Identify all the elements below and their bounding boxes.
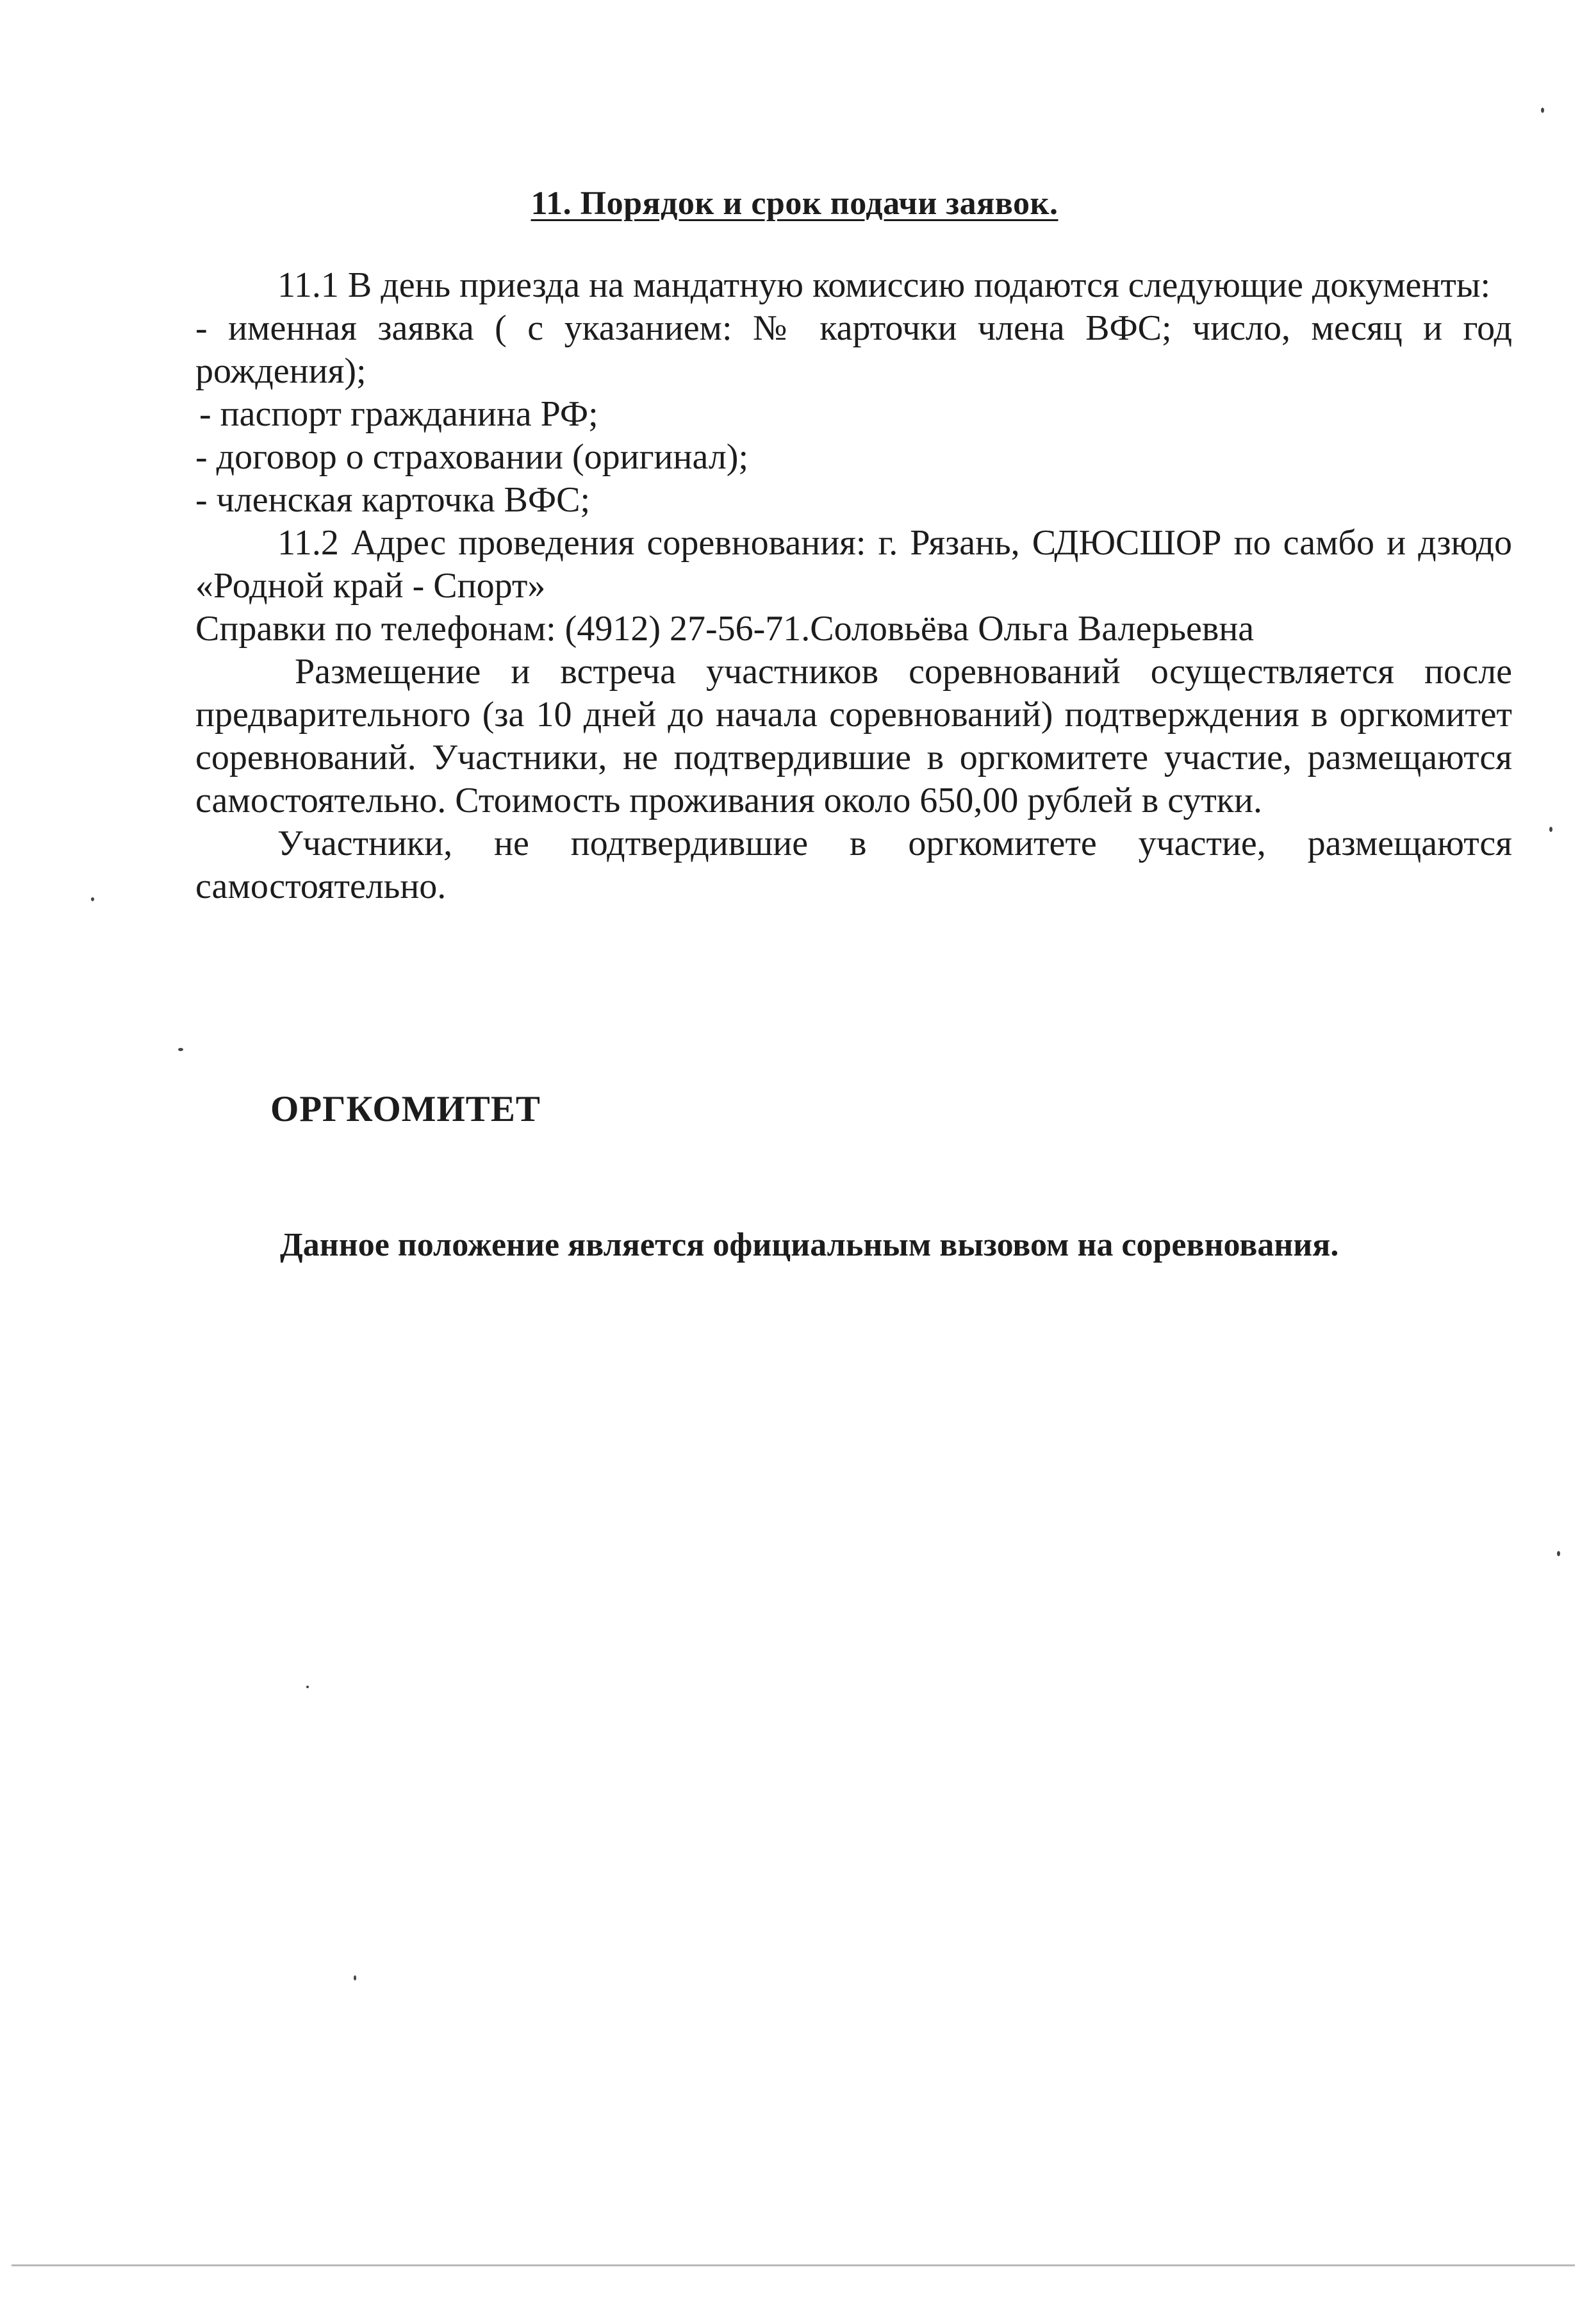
paragraph-11-1: 11.1 В день приезда на мандатную комиссию подаются следующие документы: (277, 265, 1491, 305)
list-item-membership-card: - членская карточка ВФС; (195, 480, 591, 520)
scan-speck (91, 897, 94, 901)
contacts-line: Справки по телефонам: (4912) 27-56-71.Соловьёва Ольга Валерьевна (195, 609, 1255, 649)
scan-edge-line (12, 2264, 1575, 2266)
final-statement: Данное положение является официальным вызовом на соревнования. (280, 1227, 1339, 1263)
scan-speck (306, 1686, 309, 1688)
scan-speck (354, 1975, 356, 1980)
scan-speck (1549, 827, 1552, 832)
scan-speck (178, 1048, 183, 1051)
scan-speck (1557, 1551, 1560, 1556)
document-body (195, 264, 1512, 908)
scan-speck (1541, 108, 1544, 113)
paragraph-11-2: 11.2 Адрес проведения соревнования: г. Рязань, СДЮСШОР по самбо и дзюдо «Родной край - Спорт» (195, 523, 1512, 606)
list-item-application: - именная заявка ( с указанием: № карточки члена ВФС; число, месяц и год рождения); (195, 308, 1512, 391)
list-item-insurance: - договор о страховании (оригинал); (195, 437, 748, 477)
section-title: 11. Порядок и срок подачи заявок. (531, 185, 1058, 222)
accommodation-paragraph: Размещение и встреча участников соревнований осуществляется после предварительного (за 10 дней до начала соревнований) подтверждения в оргкомитет соревнований. Участники, не подтвердившие в оргкомитете участие, размещаются самостоятельно. Стоимость проживания около 650,00 рублей в сутки. (195, 652, 1512, 820)
participants-note: Участники, не подтвердившие в оргкомитете участие, размещаются самостоятельно. (195, 824, 1512, 906)
organizer-heading: ОРГКОМИТЕТ (270, 1089, 541, 1129)
list-item-passport: - паспорт гражданина РФ; (199, 394, 598, 434)
